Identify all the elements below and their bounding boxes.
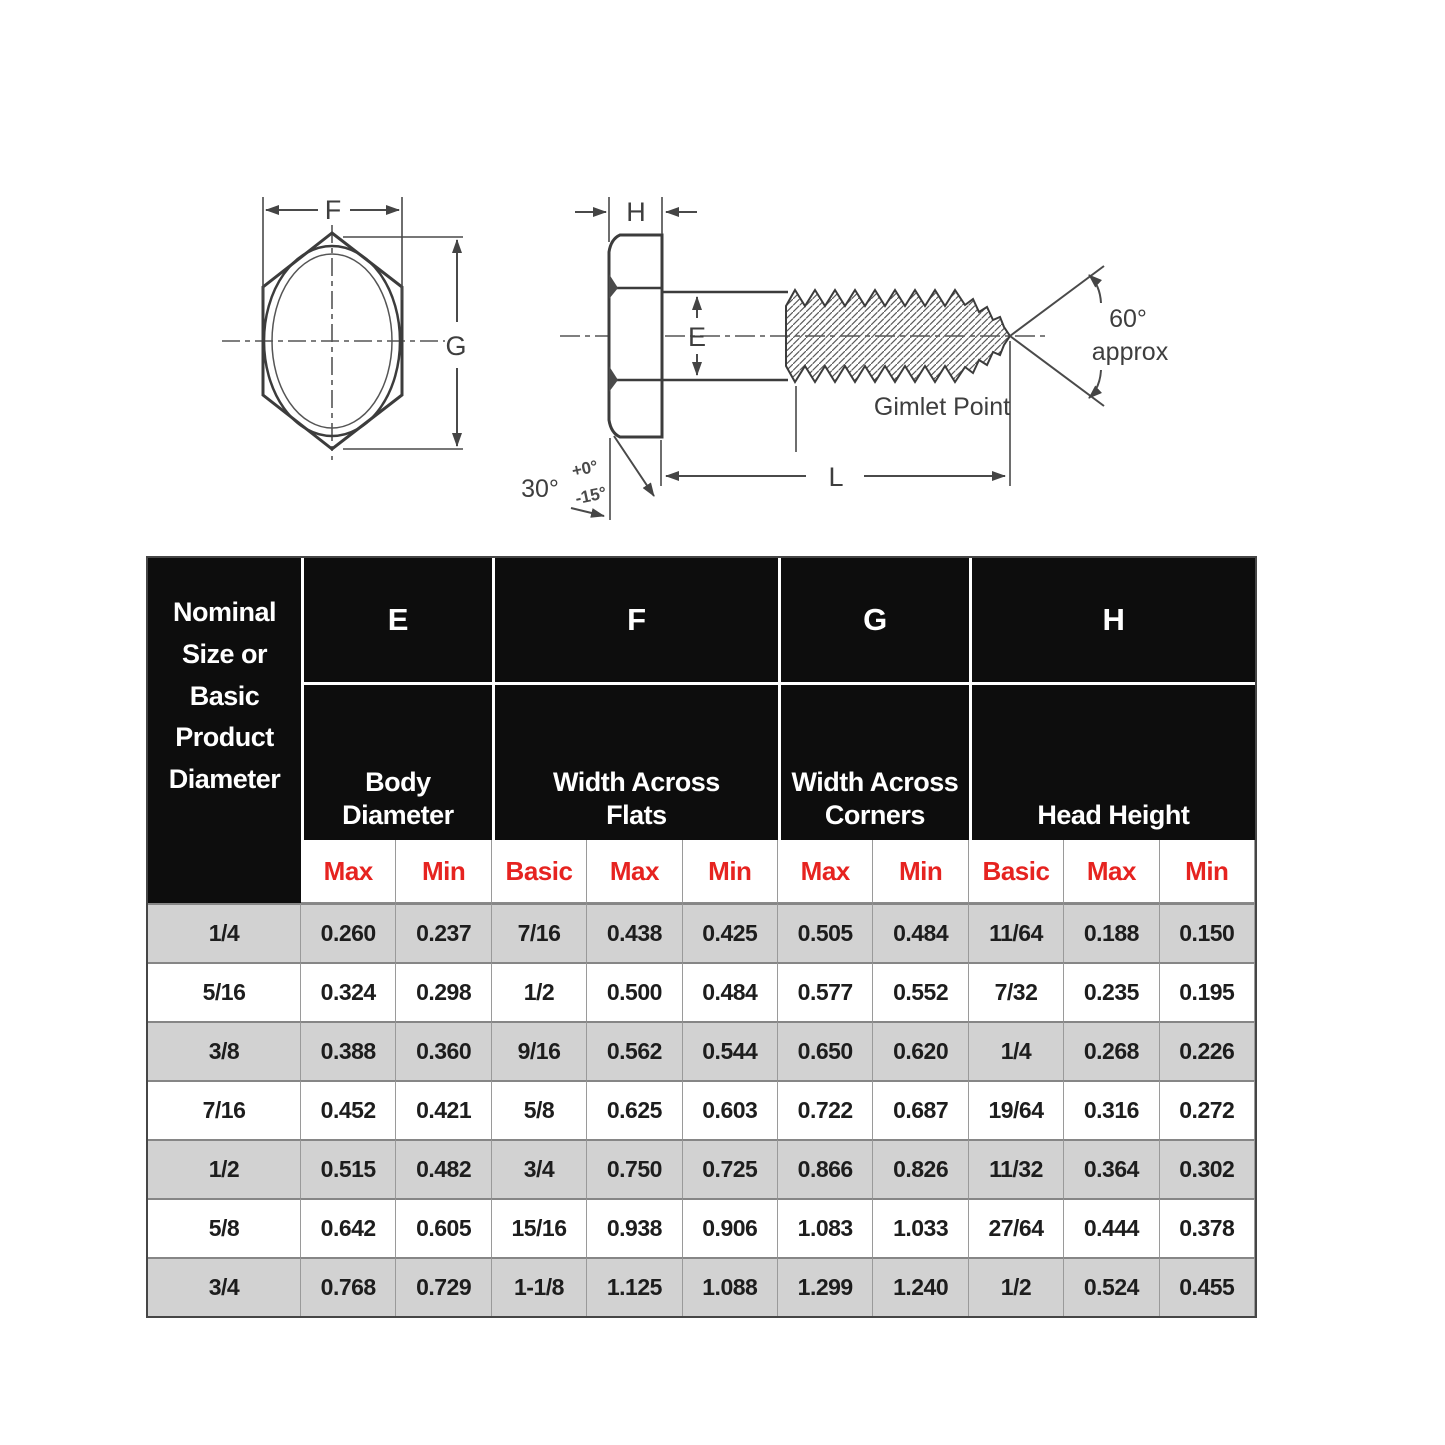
spec-value-cell: 0.452	[301, 1080, 396, 1139]
spec-value-cell: 0.268	[1064, 1021, 1159, 1080]
subheader-e-min: Min	[396, 840, 491, 903]
spec-value-cell: 1.125	[587, 1257, 682, 1316]
spec-value-cell: 0.150	[1160, 903, 1255, 962]
spec-value-cell: 5/8	[492, 1080, 587, 1139]
lag-screw-drawing	[0, 0, 1445, 556]
subheader-h-min: Min	[1160, 840, 1255, 903]
spec-value-cell: 0.360	[396, 1021, 491, 1080]
subheader-g-max: Max	[778, 840, 873, 903]
spec-value-cell: 19/64	[969, 1080, 1064, 1139]
spec-value-cell: 0.235	[1064, 962, 1159, 1021]
spec-value-cell: 0.768	[301, 1257, 396, 1316]
size-cell: 7/16	[148, 1080, 301, 1139]
spec-value-cell: 0.226	[1160, 1021, 1255, 1080]
spec-value-cell: 1.240	[873, 1257, 968, 1316]
approx-label: approx	[1091, 338, 1169, 366]
gimlet-point-label: Gimlet Point	[873, 393, 1011, 421]
spec-value-cell: 0.552	[873, 962, 968, 1021]
spec-value-cell: 9/16	[492, 1021, 587, 1080]
spec-value-cell: 0.722	[778, 1080, 873, 1139]
size-cell: 3/8	[148, 1021, 301, 1080]
spec-value-cell: 0.562	[587, 1021, 682, 1080]
spec-value-cell: 1-1/8	[492, 1257, 587, 1316]
spec-value-cell: 0.421	[396, 1080, 491, 1139]
spec-value-cell: 0.484	[683, 962, 778, 1021]
spec-value-cell: 0.438	[587, 903, 682, 962]
spec-value-cell: 0.298	[396, 962, 491, 1021]
spec-value-cell: 0.544	[683, 1021, 778, 1080]
angle-30-label: 30°	[521, 475, 559, 503]
size-cell: 3/4	[148, 1257, 301, 1316]
spec-value-cell: 27/64	[969, 1198, 1064, 1257]
threaded-section	[786, 290, 1010, 382]
spec-value-cell: 0.316	[1064, 1080, 1159, 1139]
dimension-E-label: E	[687, 322, 707, 352]
spec-table	[146, 556, 1257, 1318]
spec-value-cell: 1.299	[778, 1257, 873, 1316]
dimension-G-label: G	[445, 331, 467, 361]
group-letter-h: H	[969, 558, 1255, 685]
spec-value-cell: 0.378	[1160, 1198, 1255, 1257]
subheader-f-min: Min	[683, 840, 778, 903]
tolerance-plus-label: +0°	[570, 456, 600, 481]
spec-value-cell: 0.484	[873, 903, 968, 962]
spec-value-cell: 0.603	[683, 1080, 778, 1139]
subheader-f-max: Max	[587, 840, 682, 903]
spec-value-cell: 0.524	[1064, 1257, 1159, 1316]
group-letter-e: E	[301, 558, 492, 685]
size-cell: 5/16	[148, 962, 301, 1021]
spec-value-cell: 0.272	[1160, 1080, 1255, 1139]
spec-value-cell: 0.620	[873, 1021, 968, 1080]
spec-value-cell: 0.260	[301, 903, 396, 962]
screw-side-view	[521, 197, 1169, 520]
spec-value-cell: 1.088	[683, 1257, 778, 1316]
spec-value-cell: 0.195	[1160, 962, 1255, 1021]
spec-value-cell: 0.324	[301, 962, 396, 1021]
spec-value-cell: 0.906	[683, 1198, 778, 1257]
spec-value-cell: 0.237	[396, 903, 491, 962]
group-letter-g: G	[778, 558, 969, 685]
spec-value-cell: 0.826	[873, 1139, 968, 1198]
size-cell: 1/2	[148, 1139, 301, 1198]
subheader-e-max: Max	[301, 840, 396, 903]
spec-value-cell: 0.500	[587, 962, 682, 1021]
corner-header: Nominal Size or Basic Product Diameter	[148, 558, 301, 903]
spec-value-cell: 0.302	[1160, 1139, 1255, 1198]
spec-value-cell: 1.033	[873, 1198, 968, 1257]
spec-value-cell: 1.083	[778, 1198, 873, 1257]
spec-value-cell: 0.866	[778, 1139, 873, 1198]
spec-value-cell: 1/2	[969, 1257, 1064, 1316]
spec-value-cell: 0.455	[1160, 1257, 1255, 1316]
spec-value-cell: 11/64	[969, 903, 1064, 962]
tolerance-minus-label: -15°	[573, 483, 609, 509]
subheader-f-basic: Basic	[492, 840, 587, 903]
hex-head-end-view	[222, 195, 467, 460]
spec-value-cell: 0.725	[683, 1139, 778, 1198]
spec-value-cell: 3/4	[492, 1139, 587, 1198]
size-cell: 5/8	[148, 1198, 301, 1257]
subheader-h-max: Max	[1064, 840, 1159, 903]
subheader-h-basic: Basic	[969, 840, 1064, 903]
spec-value-cell: 0.687	[873, 1080, 968, 1139]
spec-value-cell: 0.938	[587, 1198, 682, 1257]
spec-value-cell: 1/4	[969, 1021, 1064, 1080]
spec-value-cell: 0.482	[396, 1139, 491, 1198]
dimension-L-label: L	[828, 462, 844, 492]
spec-value-cell: 7/32	[969, 962, 1064, 1021]
spec-value-cell: 0.444	[1064, 1198, 1159, 1257]
dimension-H-label: H	[626, 197, 646, 227]
spec-value-cell: 0.505	[778, 903, 873, 962]
spec-value-cell: 1/2	[492, 962, 587, 1021]
angle-60-label: 60°	[1109, 305, 1147, 333]
spec-value-cell: 0.605	[396, 1198, 491, 1257]
subheader-g-min: Min	[873, 840, 968, 903]
spec-value-cell: 11/32	[969, 1139, 1064, 1198]
dimension-F-label: F	[324, 195, 342, 225]
spec-value-cell: 0.515	[301, 1139, 396, 1198]
spec-value-cell: 0.577	[778, 962, 873, 1021]
spec-value-cell: 0.650	[778, 1021, 873, 1080]
group-label-body-diameter: Body Diameter	[301, 685, 492, 840]
group-label-head-height: Head Height	[969, 685, 1255, 840]
spec-value-cell: 0.188	[1064, 903, 1159, 962]
spec-value-cell: 0.729	[396, 1257, 491, 1316]
spec-value-cell: 7/16	[492, 903, 587, 962]
hex-head-side-outline	[609, 235, 662, 437]
size-cell: 1/4	[148, 903, 301, 962]
spec-value-cell: 0.625	[587, 1080, 682, 1139]
dimension-E	[688, 297, 706, 375]
chamfer-30-callout	[521, 436, 654, 520]
spec-value-cell: 0.425	[683, 903, 778, 962]
spec-value-cell: 15/16	[492, 1198, 587, 1257]
spec-value-cell: 0.364	[1064, 1139, 1159, 1198]
group-label-width-across-corners: Width Across Corners	[778, 685, 969, 840]
spec-value-cell: 0.388	[301, 1021, 396, 1080]
group-label-width-across-flats: Width Across Flats	[492, 685, 778, 840]
group-letter-f: F	[492, 558, 778, 685]
spec-value-cell: 0.750	[587, 1139, 682, 1198]
spec-value-cell: 0.642	[301, 1198, 396, 1257]
